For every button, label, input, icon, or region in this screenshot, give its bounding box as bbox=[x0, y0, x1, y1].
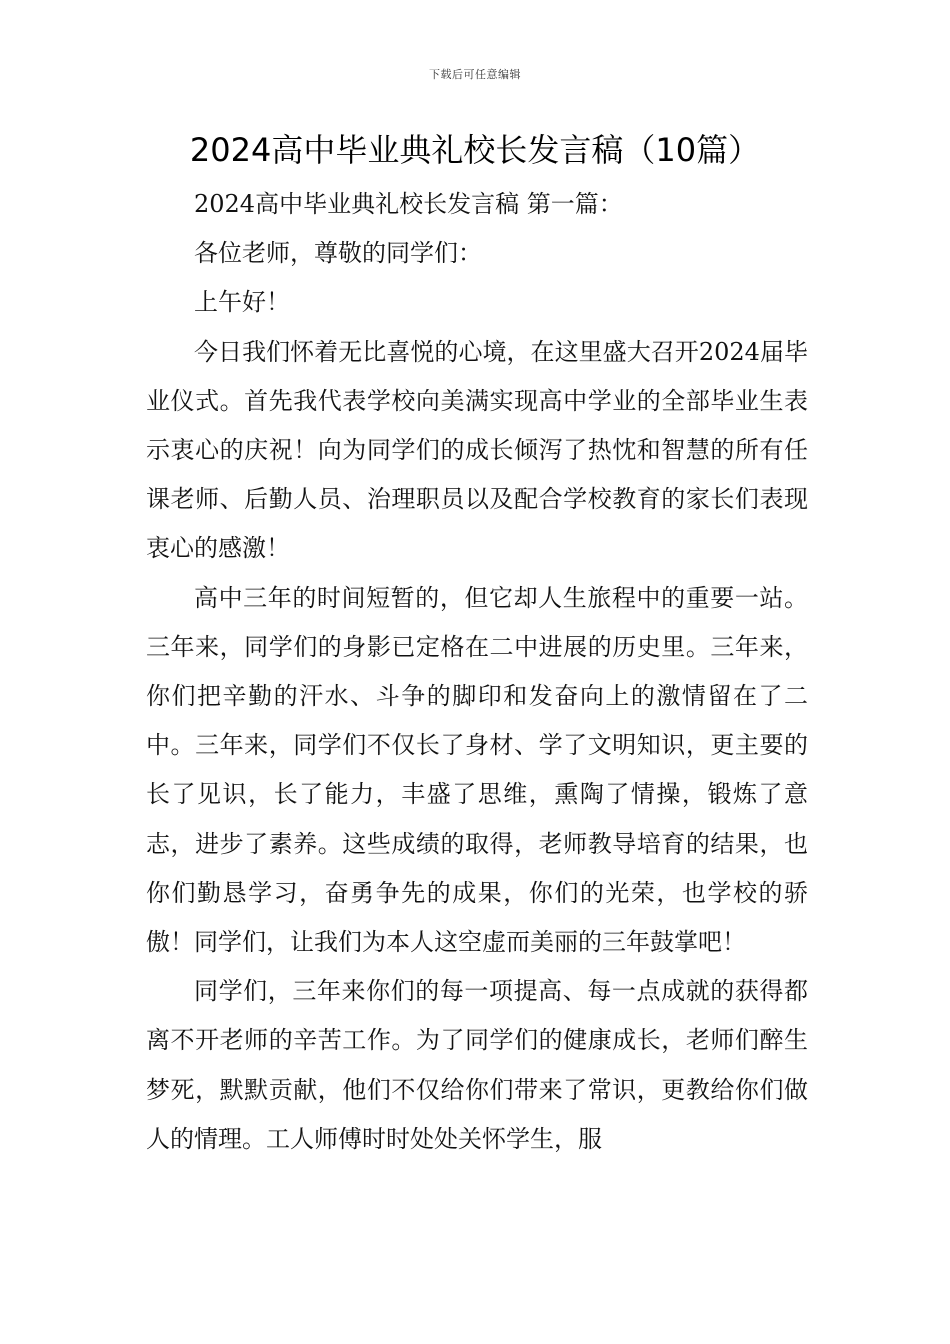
paragraph: 今日我们怀着无比喜悦的心境，在这里盛大召开2024届毕业仪式。首先我代表学校向美满实现高中学业的全部毕业生表示衷心的庆祝！向为同学们的成长倾泻了热忱和智慧的所有任课老师、后勤人员、治理职员以及配合学校教育的家长们表现衷心的感激！ bbox=[146, 337, 808, 563]
salutation: 各位老师，尊敬的同学们： bbox=[194, 239, 482, 268]
document-body bbox=[146, 180, 808, 1164]
greeting: 上午好！ bbox=[194, 288, 290, 317]
document-title: 2024高中毕业典礼校长发言稿（10篇） bbox=[189, 131, 761, 169]
header-note: 下载后可任意编辑 bbox=[429, 68, 521, 81]
paragraph: 同学们，三年来你们的每一项提高、每一点成就的获得都离不开老师的辛苦工作。为了同学们的健康成长，老师们醉生梦死，默默贡献，他们不仅给你们带来了常识，更教给你们做人的情理。工人师傅时时处处关怀学生，服 bbox=[146, 977, 808, 1153]
paragraph: 高中三年的时间短暂的，但它却人生旅程中的重要一站。三年来，同学们的身影已定格在二中进展的历史里。三年来，你们把辛勤的汗水、斗争的脚印和发奋向上的激情留在了二中。三年来，同学们不仅长了身材、学了文明知识，更主要的长了见识，长了能力，丰盛了思维，熏陶了情操，锻炼了意志，进步了素养。这些成绩的取得，老师教导培育的结果，也你们勤恳学习，奋勇争先的成果，你们的光荣，也学校的骄傲！同学们，让我们为本人这空虚而美丽的三年鼓掌吧！ bbox=[146, 583, 808, 957]
section-heading: 2024高中毕业典礼校长发言稿 第一篇： bbox=[194, 190, 623, 218]
